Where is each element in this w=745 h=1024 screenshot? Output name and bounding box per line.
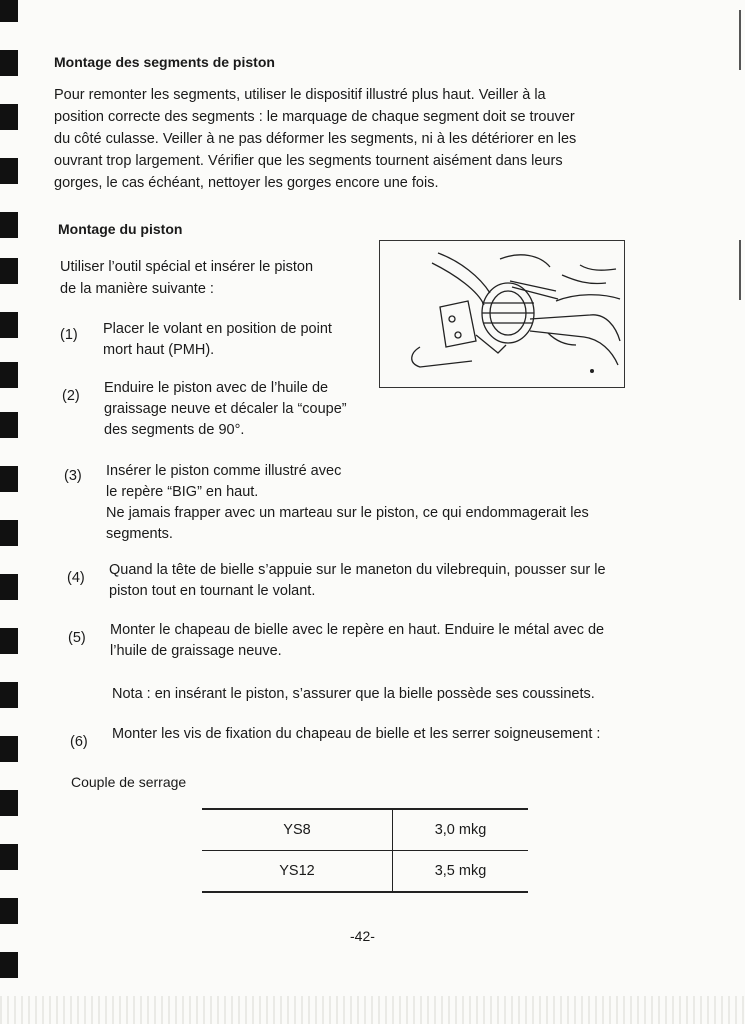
step-line: l’huile de graissage neuve. <box>110 643 282 659</box>
section-paragraph-rings <box>54 84 654 194</box>
piston-insertion-illustration-icon <box>379 240 625 388</box>
scan-noise <box>0 996 745 1024</box>
paragraph-line: Pour remonter les segments, utiliser le dispositif illustré plus haut. Veiller à la <box>54 87 546 103</box>
step-number: (5) <box>68 630 86 646</box>
paragraph-line: ouvrant trop largement. Vérifier que les segments tournent aisément dans leurs <box>54 153 563 169</box>
table-row <box>202 851 528 893</box>
section-intro <box>60 256 360 300</box>
paragraph-line: position correcte des segments : le marquage de chaque segment doit se trouver <box>54 109 575 125</box>
step-line: Ne jamais frapper avec un marteau sur le piston, ce qui endommagerait les <box>106 505 589 521</box>
section-heading-piston: Montage du piston <box>58 221 183 237</box>
paragraph-line: gorges, le cas échéant, nettoyer les gorges encore une fois. <box>54 175 439 191</box>
scan-edge-mark <box>739 10 741 70</box>
paragraph-line: du côté culasse. Veiller à ne pas déformer les segments, ni à les détériorer en les <box>54 131 577 147</box>
step-number: (3) <box>64 468 82 484</box>
table-cell-model: YS8 <box>202 809 393 851</box>
page-number: -42- <box>350 928 375 944</box>
torque-table <box>202 808 528 893</box>
step-line: des segments de 90°. <box>104 422 245 438</box>
step-number: (1) <box>60 327 78 343</box>
step-number: (4) <box>67 570 85 586</box>
step-line: Placer le volant en position de point <box>103 321 332 337</box>
step-line: Monter le chapeau de bielle avec le repère en haut. Enduire le métal avec de <box>110 622 605 638</box>
nota-text: Nota : en insérant le piston, s’assurer que la bielle possède ses coussinets. <box>112 686 595 702</box>
table-cell-value: 3,0 mkg <box>393 809 529 851</box>
step-line: mort haut (PMH). <box>103 342 215 358</box>
step-line: segments. <box>106 526 173 542</box>
torque-label: Couple de serrage <box>71 774 187 790</box>
step-line: Quand la tête de bielle s’appuie sur le maneton du vilebrequin, pousser sur le <box>109 562 606 578</box>
step-number: (6) <box>70 734 88 750</box>
step-text <box>103 319 332 361</box>
intro-line: de la manière suivante : <box>60 281 214 297</box>
step-number: (2) <box>62 388 80 404</box>
binding-strip <box>0 0 20 1024</box>
section-heading-rings: Montage des segments de piston <box>54 54 275 70</box>
step-text <box>104 378 347 441</box>
step-text <box>109 560 669 602</box>
step-line: graissage neuve et décaler la “coupe” <box>104 401 347 417</box>
table-row <box>202 809 528 851</box>
step-line: piston tout en tournant le volant. <box>109 583 316 599</box>
step-text <box>110 620 670 662</box>
step-text <box>112 724 672 745</box>
table-cell-model: YS12 <box>202 851 393 893</box>
step-line: Monter les vis de fixation du chapeau de bielle et les serrer soigneusement : <box>112 726 601 742</box>
step-line: Enduire le piston avec de l’huile de <box>104 380 329 396</box>
step-line: Insérer le piston comme illustré avec <box>106 463 342 479</box>
step-line: le repère “BIG” en haut. <box>106 484 259 500</box>
intro-line: Utiliser l’outil spécial et insérer le piston <box>60 259 314 275</box>
table-cell-value: 3,5 mkg <box>393 851 529 893</box>
step-text <box>106 461 646 545</box>
scan-edge-mark <box>739 240 741 300</box>
